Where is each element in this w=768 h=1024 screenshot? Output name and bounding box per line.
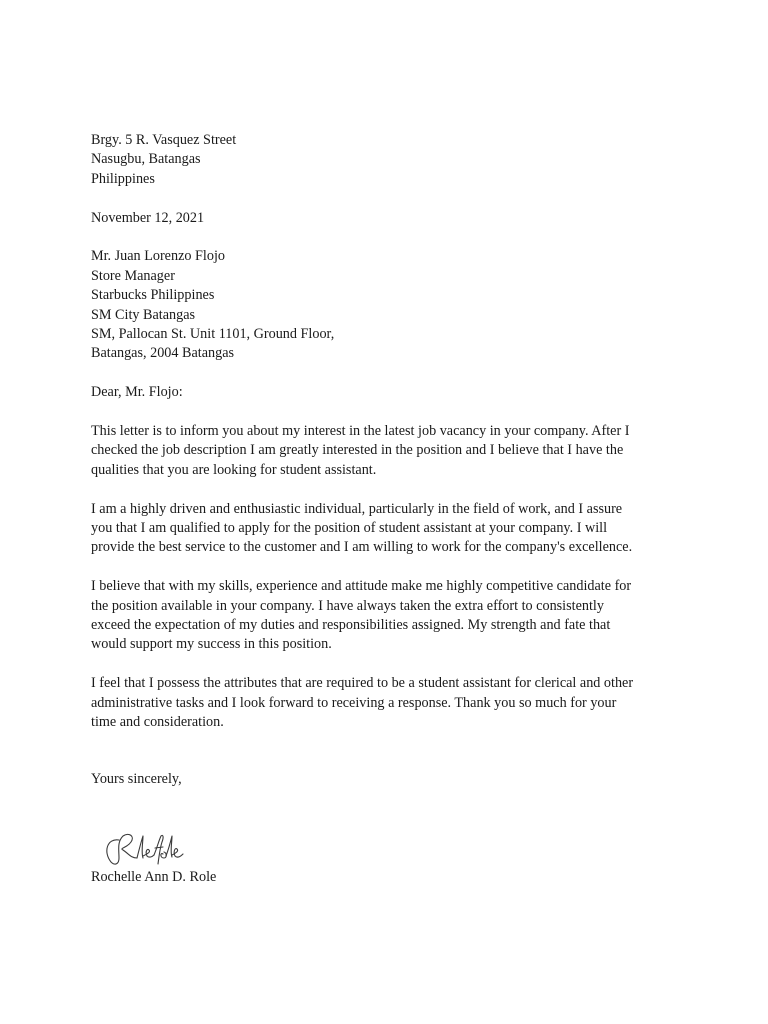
recipient-branch: SM City Batangas [91, 306, 196, 323]
spacer [91, 228, 673, 247]
spacer [91, 364, 673, 383]
paragraph-line: the position available in your company. I have always taken the extra effort to consistently [91, 597, 604, 614]
spacer [91, 790, 673, 828]
recipient-company: Starbucks Philippines [91, 287, 215, 304]
paragraph-line: provide the best service to the customer and I am willing to work for the company's excellence. [91, 539, 633, 556]
spacer [91, 558, 673, 577]
recipient-address [91, 247, 673, 363]
paragraph-line: I believe that with my skills, experience and attitude make me highly competitive candidate for [91, 578, 632, 595]
body-paragraph-3 [91, 577, 673, 655]
sender-address-line: Philippines [91, 170, 155, 187]
sender-address-line: Nasugbu, Batangas [91, 151, 201, 168]
paragraph-line: checked the job description I am greatly interested in the position and I believe that I have the [91, 442, 624, 459]
signature-block [91, 828, 673, 886]
paragraph-line: administrative tasks and I look forward to receiving a response. Thank you so much for your [91, 694, 617, 711]
paragraph-line: I am a highly driven and enthusiastic individual, particularly in the field of work, and I assure [91, 500, 623, 517]
paragraph-line: qualities that you are looking for student assistant. [91, 461, 377, 478]
letter-date: November 12, 2021 [91, 209, 205, 226]
closing: Yours sincerely, [91, 771, 182, 788]
recipient-title: Store Manager [91, 267, 175, 284]
salutation: Dear, Mr. Flojo: [91, 384, 183, 401]
paragraph-line: exceed the expectation of my duties and responsibilities assigned. My strength and fate that [91, 617, 611, 634]
spacer [91, 732, 673, 770]
body-paragraph-4 [91, 674, 673, 732]
recipient-city: Batangas, 2004 Batangas [91, 345, 235, 362]
spacer [91, 480, 673, 499]
recipient-street: SM, Pallocan St. Unit 1101, Ground Floor, [91, 326, 335, 343]
spacer [91, 403, 673, 422]
paragraph-line: would support my success in this position. [91, 636, 332, 653]
paragraph-line: This letter is to inform you about my interest in the latest job vacancy in your company. After I [91, 423, 630, 440]
cover-letter [91, 131, 673, 886]
paragraph-line: you that I am qualified to apply for the position of student assistant at your company. I will [91, 520, 608, 537]
sender-address [91, 131, 673, 189]
recipient-name: Mr. Juan Lorenzo Flojo [91, 248, 225, 265]
body-paragraph-2 [91, 500, 673, 558]
paragraph-line: time and consideration. [91, 714, 224, 731]
paragraph-line: I feel that I possess the attributes that are required to be a student assistant for clerical and other [91, 675, 634, 692]
body-paragraph-1 [91, 422, 673, 480]
signer-name: Rochelle Ann D. Role [91, 868, 217, 885]
sender-address-line: Brgy. 5 R. Vasquez Street [91, 132, 237, 148]
spacer [91, 189, 673, 208]
spacer [91, 655, 673, 674]
